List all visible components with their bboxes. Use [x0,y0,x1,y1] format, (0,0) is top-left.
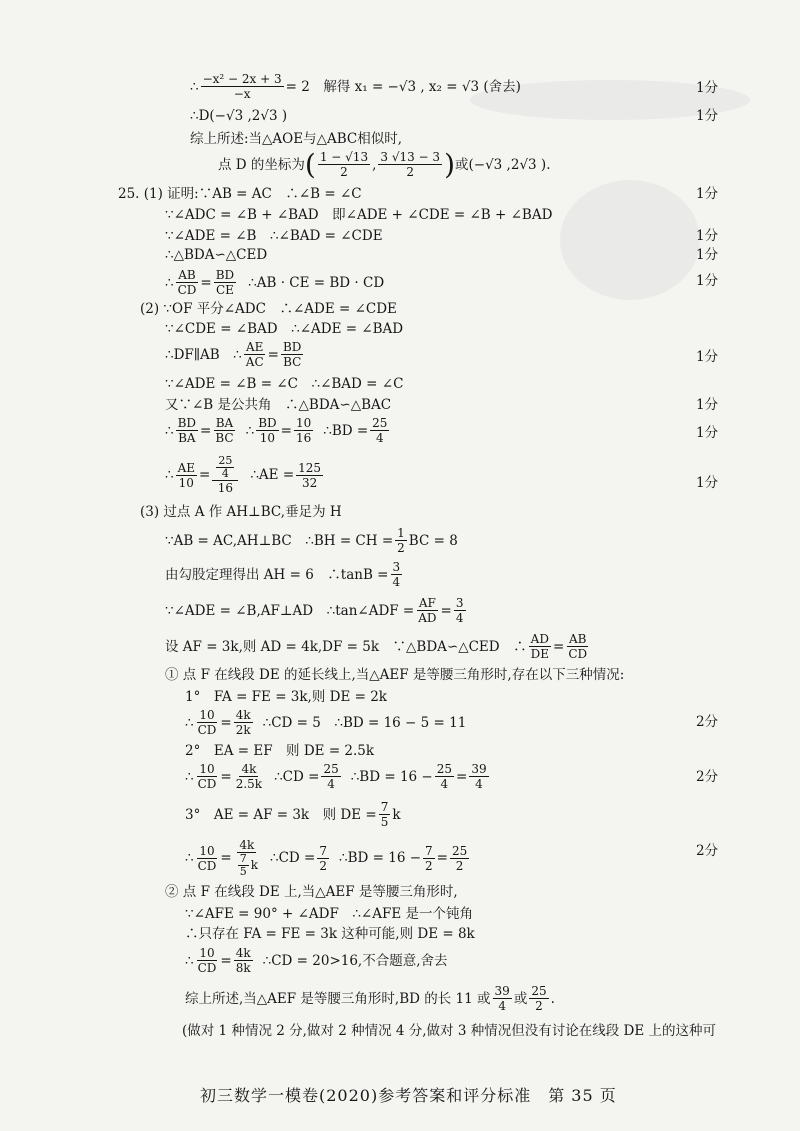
text-line: ∴△BDA∽△CED [165,247,268,263]
equation-line: ∴ $\frac{10}{CD}$ = $\frac{4k}{2k}$ ∴CD = 5 ∴BD = 16 − 5 = 11 [185,708,467,737]
score-mark: 2分 [696,769,719,785]
question-25-part-3: (3) 过点 A 作 AH⊥BC,垂足为 H [140,504,342,520]
equation-line: 设 AF = 3k,则 AD = 4k,DF = 5k ∵△BDA∽△CED ∴ $\frac{AD}{DE}$ = $\frac{AB}{CD}$ [165,632,588,661]
score-mark: 2分 [696,843,719,859]
score-mark: 1分 [696,475,719,491]
equation-line: ∵AB = AC,AH⊥BC ∴BH = CH = $\frac{1}{2}$ BC = 8 [165,526,458,555]
equation-line: ∴ $\frac{10}{CD}$ = $\frac{4k}{8k}$ ∴CD = 20>16,不合题意,舍去 [185,946,448,975]
equation-line: ∴ $\frac{10}{CD}$ = 4k $\frac{7}{5}$ k ∴CD = $\frac{7}{2}$ ∴BD = 16 − $\frac{7}{2}$ = $\frac{25}{2}$ [185,838,468,878]
equation-line: ∴ $\frac{10}{CD}$ = $\frac{4k}{2.5k}$ ∴CD = $\frac{25}{4}$ ∴BD = 16 − $\frac{25}{4}$ = $\frac{39}{4}$ [185,762,487,791]
text-line: ∵∠ADE = ∠B = ∠C ∴∠BAD = ∠C [165,376,404,392]
equation-line: 3° AE = AF = 3k 则 DE = $\frac{7}{5}$ k [185,800,401,829]
text-line: ∵∠CDE = ∠BAD ∴∠ADE = ∠BAD [165,321,404,337]
equation-line: ∴DF∥AB ∴ $\frac{AE}{AC}$ = $\frac{BD}{BC}$ [165,340,302,369]
equation-line: ∴ $\frac{AE}{10}$ = $\frac{\frac{25}{4}}{16}$ ∴AE = $\frac{125}{32}$ [165,454,322,495]
equation-line: ∴ $\frac{AB}{CD}$ = $\frac{BD}{CE}$ ∴AB · CE = BD · CD [165,268,385,297]
page-footer: 初三数学一模卷(2020)参考答案和评分标准 第 35 页 [200,1086,617,1105]
equation-line: ∴ $\frac{\text{−x² − 2x + 3}}{-x}$ = 2 解得 x₁ = −√3 , x₂ = √3 (舍去) [190,72,521,101]
equation-line: ∴D(−√3 ,2√3 ) [190,108,288,124]
question-25-part-2: (2) ∵OF 平分∠ADC ∴∠ADE = ∠CDE [140,301,397,317]
score-mark: 1分 [696,397,719,413]
equation-line: ∵∠ADE = ∠B,AF⊥AD ∴tan∠ADF = $\frac{AF}{AD}$ = $\frac{3}{4}$ [165,596,464,625]
text-line: 2° EA = EF 则 DE = 2.5k [185,743,375,759]
bleed-through [560,180,700,300]
case-2-heading: ② 点 F 在线段 DE 上,当△AEF 是等腰三角形时, [165,884,458,900]
score-mark: 1分 [696,349,719,365]
text-line: ∵∠AFE = 90° + ∠ADF ∴∠AFE 是一个钝角 [185,906,474,922]
text-line: ∵∠ADC = ∠B + ∠BAD 即∠ADE + ∠CDE = ∠B + ∠BAD [165,207,553,223]
text-line: ∵∠ADE = ∠B ∴∠BAD = ∠CDE [165,228,383,244]
equation-line: 点 D 的坐标为 ( $\frac{1 - √13}{2}$ , $\frac{3 √13 - 3}{2}$ ) 或(−√3 ,2√3 ). [218,147,551,181]
score-mark: 1分 [696,186,719,202]
fraction: $\frac{\text{−x² − 2x + 3}}{-x}$ [202,72,282,101]
text-line: 又∵∠B 是公共角 ∴△BDA∽△BAC [165,397,392,413]
grading-note: (做对 1 种情况 2 分,做对 2 种情况 4 分,做对 3 种情况但没有讨论在线段 DE 上的这种可 [182,1023,716,1039]
score-mark: 1分 [696,80,719,96]
score-mark: 1分 [696,228,719,244]
score-mark: 1分 [696,273,719,289]
score-mark: 2分 [696,714,719,730]
score-mark: 1分 [696,425,719,441]
score-mark: 1分 [696,247,719,263]
equation-line: 由勾股定理得出 AH = 6 ∴tanB = $\frac{3}{4}$ [165,560,401,589]
summary-line: 综上所述,当△AEF 是等腰三角形时,BD 的长 11 或 $\frac{39}{4}$ 或 $\frac{25}{2}$ . [185,984,555,1013]
score-mark: 1分 [696,108,719,124]
case-1-heading: ① 点 F 在线段 DE 的延长线上,当△AEF 是等腰三角形时,存在以下三种情况: [165,667,625,683]
question-25-part-1: 25. (1) 证明:∵AB = AC ∴∠B = ∠C [118,186,362,202]
text-line: 1° FA = FE = 3k,则 DE = 2k [185,689,387,705]
text-line: 综上所述:当△AOE与△ABC相似时, [190,131,403,147]
equation-line: ∴ $\frac{BD}{BA}$ = $\frac{BA}{BC}$ ∴ $\frac{BD}{10}$ = $\frac{10}{16}$ ∴BD = $\frac{25}{4}$ [165,416,388,445]
text-line: ∴只存在 FA = FE = 3k 这种可能,则 DE = 8k [185,926,475,942]
